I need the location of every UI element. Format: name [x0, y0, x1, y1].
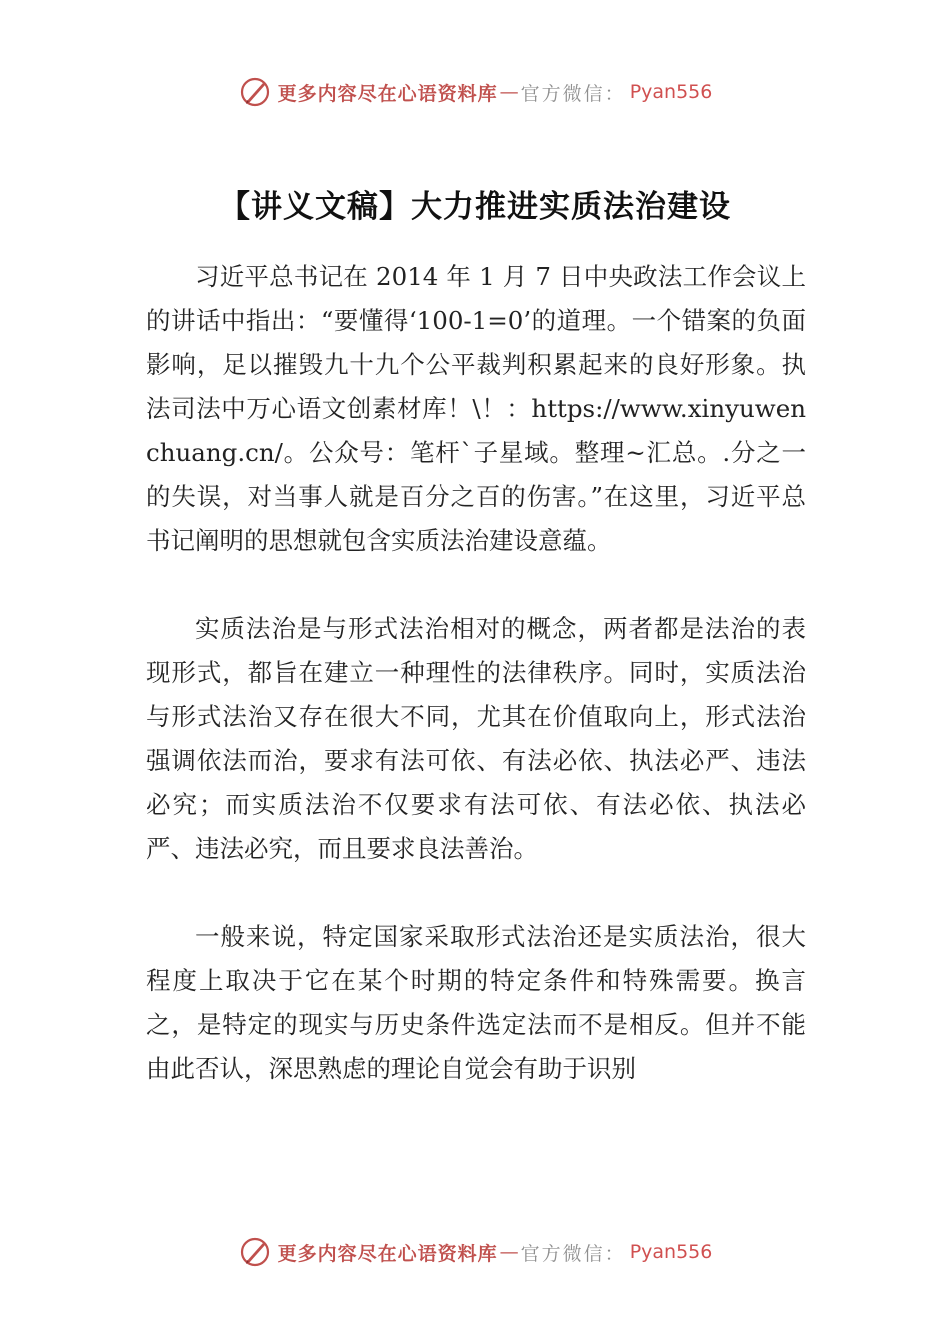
banner-dash: —: [499, 81, 519, 103]
banner-brand: 更多内容尽在心语资料库: [277, 82, 498, 105]
document-title: 【讲义文稿】大力推进实质法治建设: [219, 188, 731, 225]
footer-banner: [0, 1232, 950, 1272]
document-body: [146, 255, 806, 1135]
banner-wechat-label: 官方微信：: [520, 82, 626, 105]
pen-logo-icon: [238, 1235, 272, 1269]
banner-dash: —: [499, 1241, 519, 1263]
header-banner: [0, 72, 950, 112]
paragraph-1: 习近平总书记在 2014 年 1 月 7 日中央政法工作会议上的讲话中指出：“要懂得‘100-1=0’的道理。一个错案的负面影响，足以摧毁九十九个公平裁判积累起来的良好形象。执法司法中万心语文创素材库！\！：https://www.xinyuwenchuang.cn/。公众号：笔杆`子星域。整理~汇总。.分之一的失误，对当事人就是百分之百的伤害。”在这里，习近平总书记阐明的思想就包含实质法治建设意蕴。: [146, 262, 806, 555]
pen-logo-icon: [238, 75, 272, 109]
paragraph-2: 实质法治是与形式法治相对的概念，两者都是法治的表现形式，都旨在建立一种理性的法律秩序。同时，实质法治与形式法治又存在很大不同，尤其在价值取向上，形式法治强调依法而治，要求有法可依、有法必依、执法必严、违法必究；而实质法治不仅要求有法可依、有法必依、执法必严、违法必究，而且要求良法善治。: [146, 614, 806, 863]
banner-wechat-label: 官方微信：: [520, 1242, 626, 1265]
banner-wechat-id: Pyan556: [629, 81, 713, 103]
paragraph-3: 一般来说，特定国家采取形式法治还是实质法治，很大程度上取决于它在某个时期的特定条件和特殊需要。换言之，是特定的现实与历史条件选定法而不是相反。但并不能由此否认，深思熟虑的理论自觉会有助于识别: [146, 922, 806, 1083]
banner-brand: 更多内容尽在心语资料库: [277, 1242, 498, 1265]
banner-wechat-id: Pyan556: [629, 1241, 713, 1263]
